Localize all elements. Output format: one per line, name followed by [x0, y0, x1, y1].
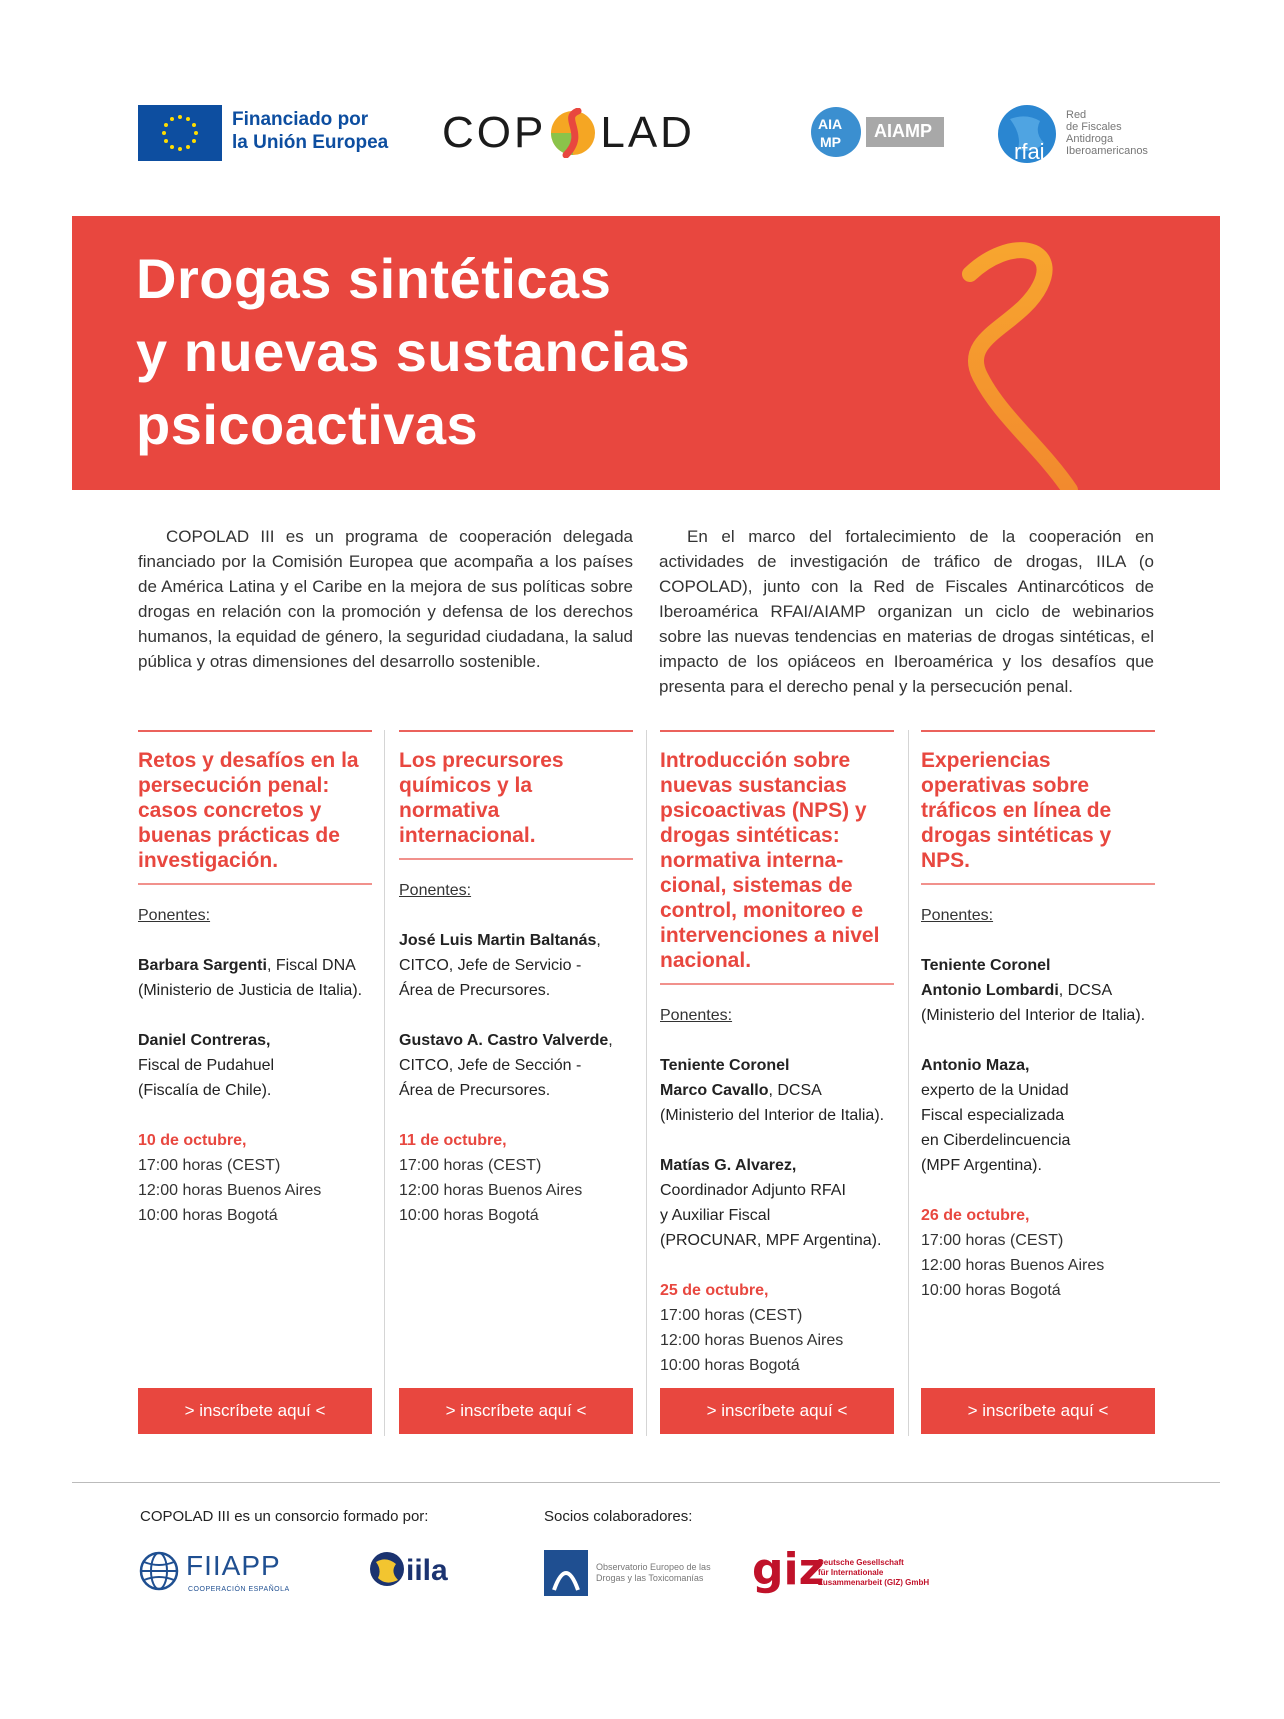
register-button[interactable]: > inscríbete aquí < [399, 1388, 633, 1434]
session-time: 12:00 horas Buenos Aires [138, 1182, 322, 1199]
speaker [660, 1153, 894, 1253]
speaker-detail: CITCO, Jefe de Servicio - [399, 957, 582, 974]
session-date: 10 de octubre, [138, 1132, 247, 1149]
emcdda-label: Observatorio Europeo de las Drogas y las Toxicomanías [596, 1562, 711, 1583]
svg-text:AIA: AIA [818, 116, 843, 132]
giz-text-line: Deutsche Gesellschaft [818, 1558, 904, 1567]
session-title: Retos y desafíos en la persecución penal: casos concretos y buenas prácticas de investigación. [138, 749, 359, 872]
fiiapp-sublabel: COOPERACIÓN ESPAÑOLA [188, 1586, 290, 1593]
divider [921, 883, 1155, 885]
column-divider [646, 730, 647, 1436]
speaker-detail: Área de Precursores. [399, 1082, 551, 1099]
register-button[interactable]: > inscríbete aquí < [921, 1388, 1155, 1434]
rfai-logo [996, 103, 1156, 165]
session-time: 12:00 horas Buenos Aires [921, 1257, 1105, 1274]
divider [399, 730, 633, 732]
session-card [138, 730, 372, 1228]
session-time: 10:00 horas Bogotá [921, 1282, 1061, 1299]
session-time: 17:00 horas (CEST) [138, 1157, 281, 1174]
ponentes-label: Ponentes: [138, 907, 211, 924]
speaker-detail: Fiscal especializada [921, 1107, 1065, 1124]
rfai-line: Red [1066, 109, 1087, 121]
register-button[interactable]: > inscríbete aquí < [660, 1388, 894, 1434]
session-date: 25 de octubre, [660, 1282, 769, 1299]
speaker-detail: (Ministerio de Justicia de Italia). [138, 982, 363, 999]
giz-text-line: Zusammenarbeit (GIZ) GmbH [818, 1578, 930, 1587]
title-banner [72, 216, 1220, 490]
intro-right-text: En el marco del fortalecimiento de la cooperación en actividades de investigación de tráfico de drogas, IILA (o COPOLAD), junto con la Red de Fiscales Antinarcóticos de Iberoamérica RFAI/AIAMP organizan un ciclo de webinarios sobre las nuevas tendencias en materias de drogas sintéticas, el impacto de los opiáceos en Iberoamérica y los desafíos que presenta para el derecho penal y la persecución penal. [659, 527, 1154, 696]
svg-text:MP: MP [820, 134, 841, 150]
copolad-logo [442, 108, 695, 158]
banner-title-line: Drogas sintéticas [136, 247, 612, 310]
speaker [921, 953, 1155, 1028]
speaker [138, 953, 372, 1003]
speaker-role: , [596, 932, 601, 949]
speaker-name: Teniente Coronel [921, 957, 1051, 974]
partners-label: Socios colaboradores: [544, 1508, 693, 1525]
session-time: 10:00 horas Bogotá [138, 1207, 278, 1224]
speaker [921, 1053, 1155, 1178]
session-card [399, 730, 633, 1228]
giz-text [818, 1558, 929, 1588]
divider [660, 730, 894, 732]
eu-funding-label [232, 108, 388, 154]
speaker-detail: y Auxiliar Fiscal [660, 1207, 771, 1224]
iila-globe-icon [368, 1550, 406, 1592]
session-time: 12:00 horas Buenos Aires [399, 1182, 583, 1199]
speaker-detail: (MPF Argentina). [921, 1157, 1042, 1174]
speaker-name: José Luis Martin Baltanás [399, 932, 597, 949]
speaker-detail: (Fiscalía de Chile). [138, 1082, 272, 1099]
banner-title-line: y nuevas sustancias [136, 320, 691, 383]
ponentes-label: Ponentes: [399, 882, 472, 899]
rfai-label: rfai [1014, 139, 1045, 164]
register-button[interactable]: > inscríbete aquí < [138, 1388, 372, 1434]
copolad-logo-right: LAD [600, 108, 695, 157]
session-schedule [660, 1278, 894, 1378]
aiamp-label: AIAMP [874, 121, 932, 141]
speaker-detail: Coordinador Adjunto RFAI [660, 1182, 846, 1199]
speaker-detail: Fiscal de Pudahuel [138, 1057, 275, 1074]
speaker-name: Marco Cavallo [660, 1082, 769, 1099]
iila-logo [368, 1548, 464, 1598]
divider [138, 883, 372, 885]
consortium-label: COPOLAD III es un consorcio formado por: [140, 1508, 429, 1525]
ponentes-label: Ponentes: [921, 907, 994, 924]
giz-text-line: für Internationale [818, 1568, 884, 1577]
session-time: 10:00 horas Bogotá [660, 1357, 800, 1374]
session-time: 10:00 horas Bogotá [399, 1207, 539, 1224]
speaker [660, 1053, 894, 1128]
speaker-name: Antonio Maza, [921, 1057, 1030, 1074]
session-card [921, 730, 1155, 1303]
intro-right [659, 524, 1154, 699]
giz-wordmark: giz [752, 1544, 825, 1595]
session-schedule [921, 1203, 1155, 1303]
speaker-name: Matías G. Alvarez, [660, 1157, 797, 1174]
session-schedule [138, 1128, 372, 1228]
session-time: 17:00 horas (CEST) [921, 1232, 1064, 1249]
speaker-name: Barbara Sargenti [138, 957, 267, 974]
iila-label: iila [406, 1554, 448, 1587]
intro-left-text: COPOLAD III es un programa de cooperación delegada financiado por la Comisión Europea que acompaña a los países de América Latina y el Caribe en la mejora de sus políticas sobre drogas en relación con la promoción y defensa de los derechos humanos, la equidad de género, la seguridad ciudadana, la salud pública y otras dimensiones del desarrollo sostenible. [138, 527, 633, 671]
speaker-detail: en Ciberdelincuencia [921, 1132, 1071, 1149]
rfai-line: de Fiscales [1066, 121, 1122, 133]
column-divider [908, 730, 909, 1436]
session-date: 11 de octubre, [399, 1132, 507, 1149]
session-date: 26 de octubre, [921, 1207, 1030, 1224]
rfai-line: Antidroga [1066, 133, 1114, 145]
copolad-o-icon [548, 108, 598, 158]
session-time: 12:00 horas Buenos Aires [660, 1332, 844, 1349]
divider [921, 730, 1155, 732]
wave-decoration-icon [860, 216, 1220, 490]
session-title: Introducción sobre nuevas sustancias psicoactivas (NPS) y drogas sintéticas: normativa interna-cional, sistemas de control, monitoreo e intervenciones a nivel nacional. [660, 749, 880, 972]
rfai-line: Iberoamericanos [1066, 145, 1148, 157]
speaker [399, 1028, 633, 1103]
giz-logo [752, 1544, 952, 1596]
copolad-logo-left: COP [442, 108, 547, 157]
session-time: 17:00 horas (CEST) [399, 1157, 542, 1174]
divider [138, 730, 372, 732]
emcdda-emblem-icon [544, 1550, 588, 1596]
banner-title [136, 242, 690, 461]
speaker-role: , DCSA [768, 1082, 822, 1099]
speaker-detail: (Ministerio del Interior de Italia). [921, 1007, 1146, 1024]
column-divider [384, 730, 385, 1436]
speaker-detail: Área de Precursores. [399, 982, 551, 999]
divider [399, 858, 633, 860]
speaker-detail: (Ministerio del Interior de Italia). [660, 1107, 885, 1124]
speaker-name: Daniel Contreras, [138, 1032, 271, 1049]
fiiapp-logo [138, 1548, 322, 1596]
aiamp-logo [810, 103, 946, 161]
eu-label-line1: Financiado por [232, 109, 369, 130]
speaker-name: Gustavo A. Castro Valverde [399, 1032, 609, 1049]
header-logos [0, 100, 1284, 170]
fiiapp-globe-icon [138, 1550, 180, 1592]
speaker [138, 1028, 372, 1103]
session-schedule [399, 1128, 633, 1228]
speaker-detail: (PROCUNAR, MPF Argentina). [660, 1232, 882, 1249]
speaker-role: , Fiscal DNA [266, 957, 356, 974]
ponentes-label: Ponentes: [660, 1007, 733, 1024]
emcdda-logo [544, 1550, 724, 1596]
speaker-role: , [608, 1032, 613, 1049]
session-time: 17:00 horas (CEST) [660, 1307, 803, 1324]
intro-left [138, 524, 633, 674]
divider [660, 983, 894, 985]
eu-label-line2: la Unión Europea [232, 132, 389, 153]
footer-divider [72, 1482, 1220, 1483]
speaker-detail: CITCO, Jefe de Sección - [399, 1057, 582, 1074]
session-title: Los precursores químicos y la normativa internacional. [399, 749, 564, 847]
banner-title-line: psicoactivas [136, 393, 479, 456]
session-card [660, 730, 894, 1378]
speaker [399, 928, 633, 1003]
eu-flag-icon [138, 105, 222, 161]
rfai-text [1066, 109, 1148, 157]
speaker-name: Antonio Lombardi [921, 982, 1059, 999]
session-title: Experiencias operativas sobre tráficos en línea de drogas sintéticas y NPS. [921, 749, 1112, 872]
fiiapp-label: FIIAPP [186, 1550, 281, 1581]
speaker-name: Teniente Coronel [660, 1057, 790, 1074]
speaker-role: , DCSA [1058, 982, 1113, 999]
speaker-detail: experto de la Unidad [921, 1082, 1069, 1099]
